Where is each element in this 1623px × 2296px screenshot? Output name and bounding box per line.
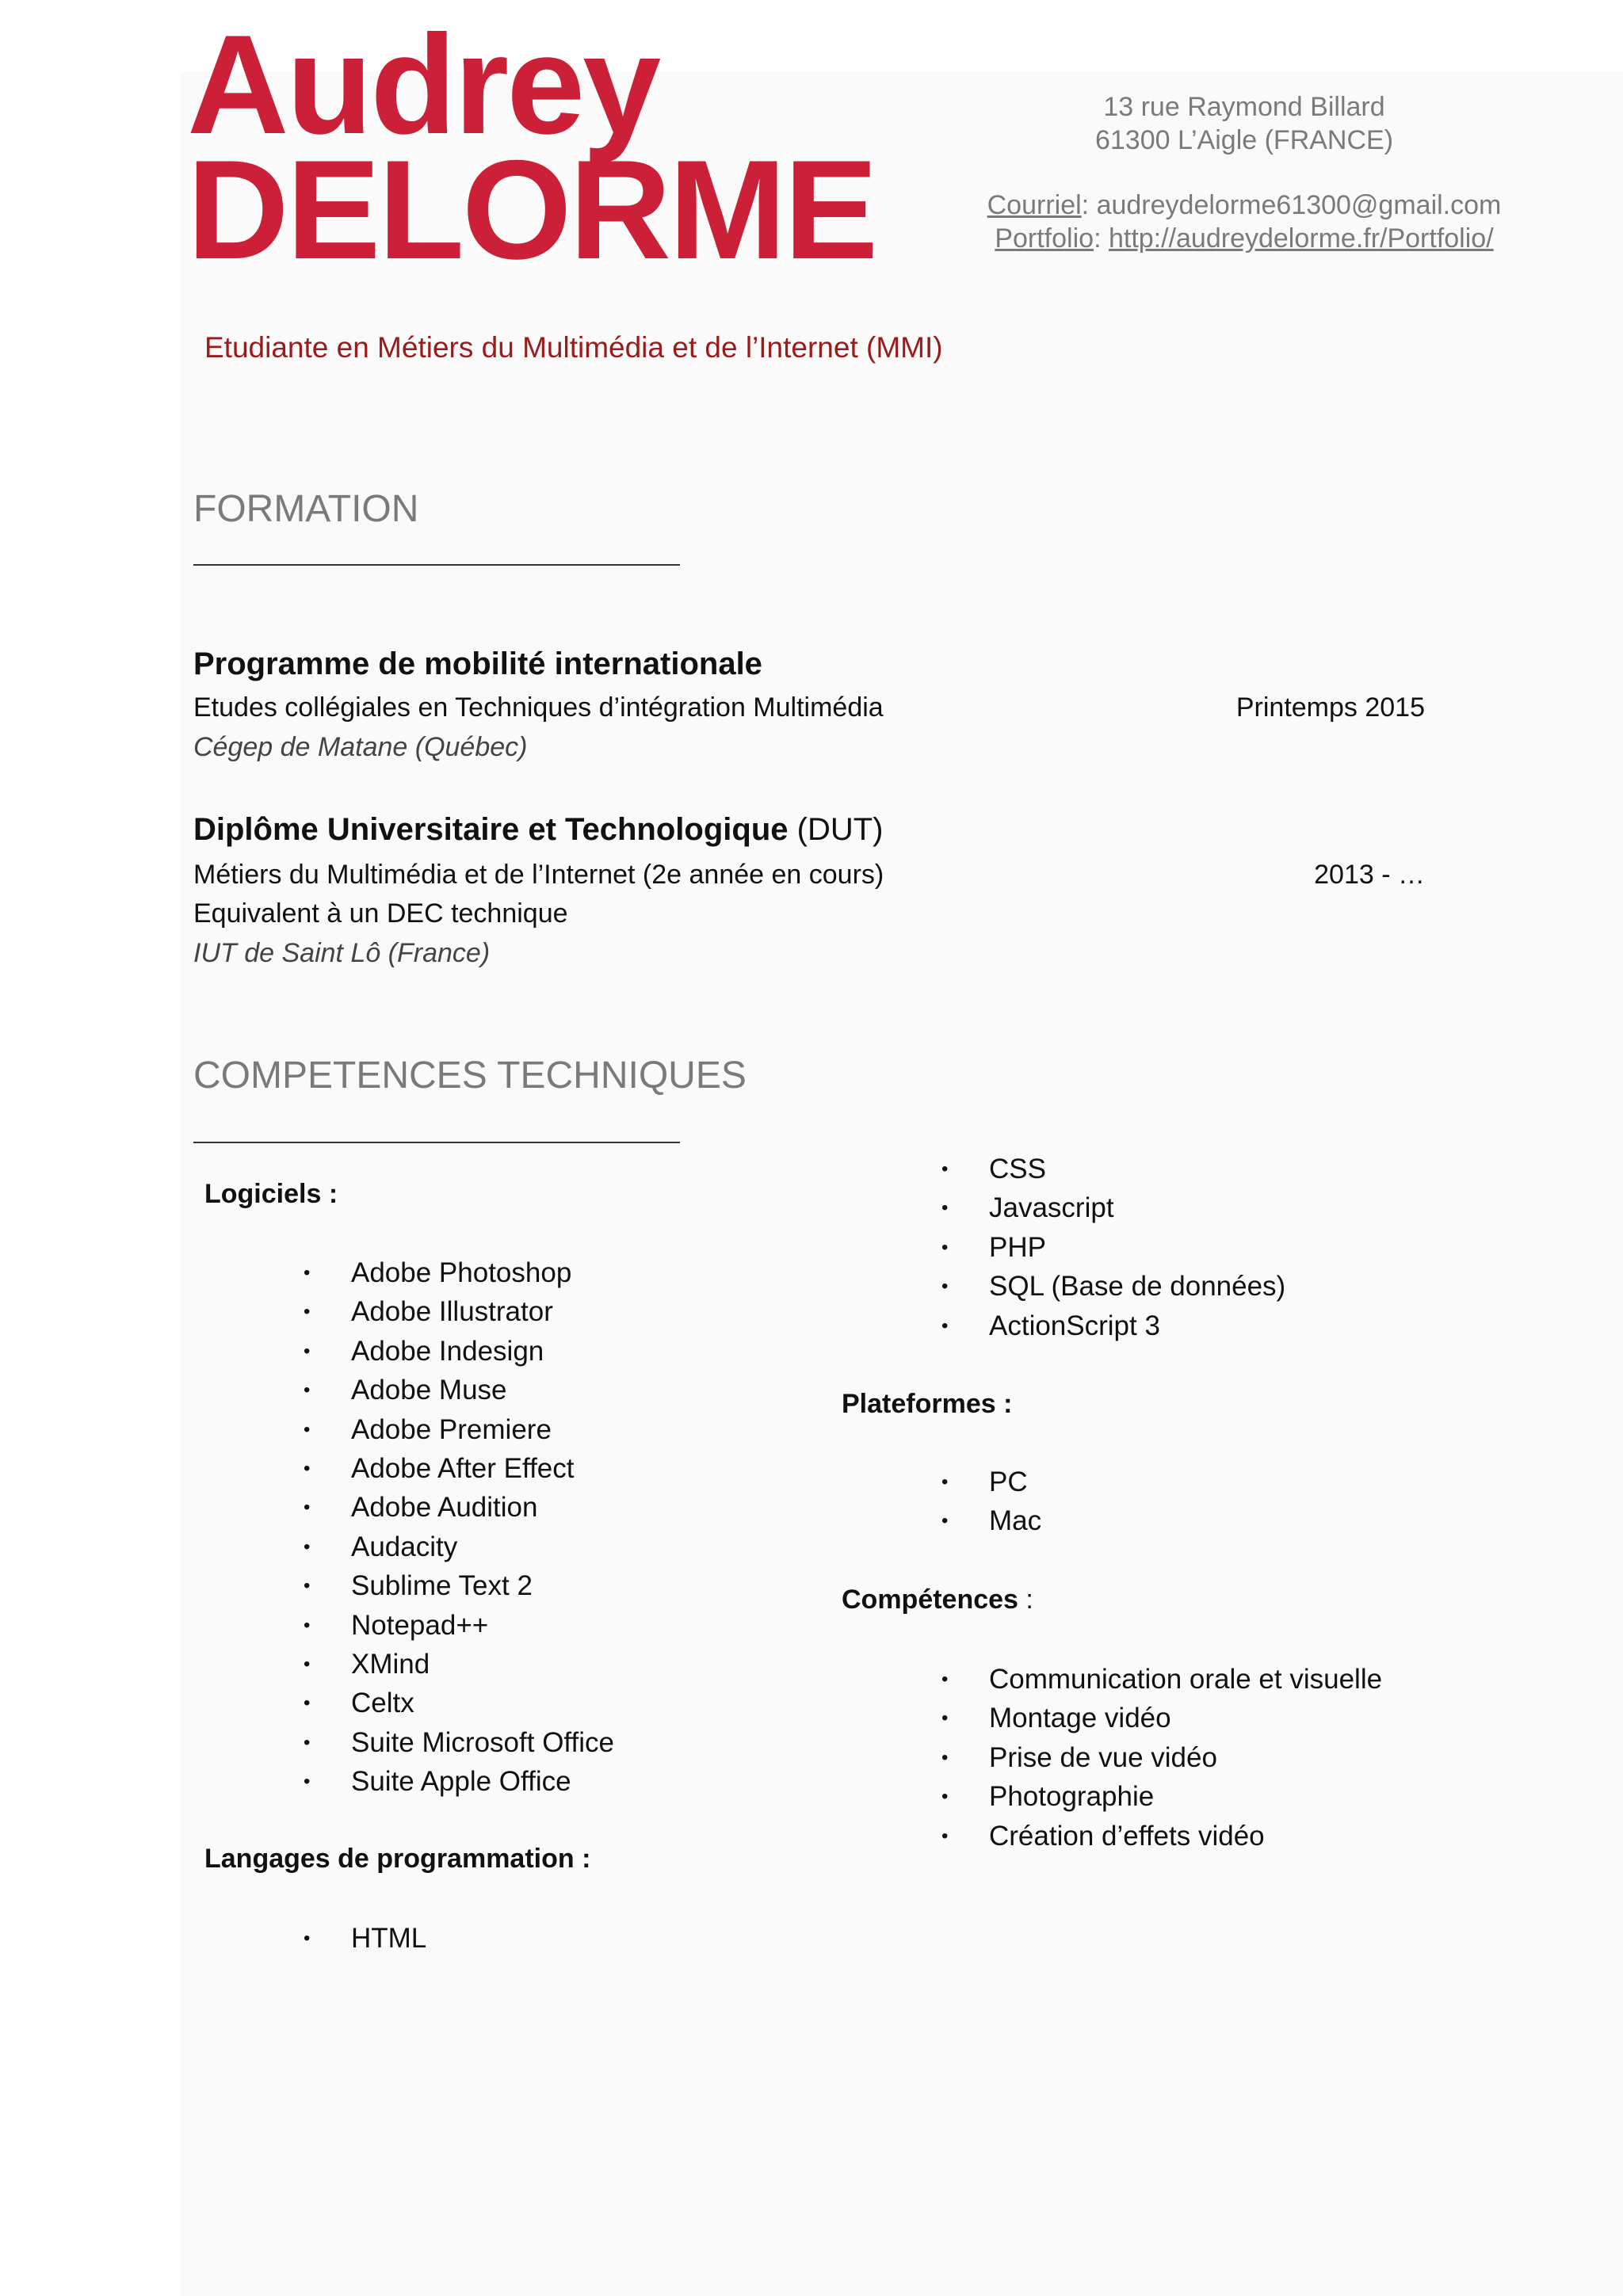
bullet-icon: •: [304, 1262, 311, 1283]
group-label-text: Compétences: [842, 1585, 1018, 1615]
bullet-icon: •: [941, 1158, 949, 1180]
list-item-label: Adobe Muse: [351, 1375, 507, 1406]
list-item: [304, 1723, 614, 1762]
list-item-label: SQL (Base de données): [989, 1271, 1286, 1302]
langages-list-part-2: [941, 1150, 1286, 1345]
list-item: [304, 1332, 614, 1371]
list-item-label: HTML: [351, 1923, 427, 1954]
list-item-label: Notepad++: [351, 1609, 489, 1641]
bullet-icon: •: [304, 1692, 311, 1714]
contact-spacer: [975, 157, 1514, 189]
bullet-icon: •: [304, 1301, 311, 1323]
list-item-label: Adobe After Effect: [351, 1452, 575, 1484]
list-item: [304, 1371, 614, 1409]
group-label-logiciels: Logiciels :: [204, 1179, 338, 1209]
list-item-label: Celtx: [351, 1688, 414, 1719]
group-label-suffix: :: [1018, 1585, 1033, 1615]
last-name: DELORME: [187, 131, 876, 288]
entry-title-suffix: (DUT): [788, 812, 884, 847]
list-item: [304, 1606, 614, 1645]
bullet-icon: •: [941, 1746, 949, 1768]
bullet-icon: •: [304, 1731, 311, 1753]
list-item-label: Suite Apple Office: [351, 1766, 571, 1798]
bullet-icon: •: [304, 1418, 311, 1440]
list-item: [304, 1566, 614, 1605]
section-title-competences: COMPETENCES TECHNIQUES: [193, 1055, 747, 1097]
list-item: [304, 1292, 614, 1331]
list-item-label: Adobe Audition: [351, 1492, 538, 1524]
bullet-icon: •: [304, 1614, 311, 1636]
group-label-plateformes: Plateformes :: [842, 1389, 1013, 1419]
contact-block: [975, 90, 1514, 255]
portfolio-row: Portfolio: http://audreydelorme.fr/Portfolio/: [995, 223, 1494, 254]
list-item-label: Création d’effets vidéo: [989, 1820, 1265, 1852]
bullet-icon: •: [304, 1575, 311, 1597]
list-item: [941, 1738, 1382, 1777]
list-item-label: Suite Microsoft Office: [351, 1726, 614, 1758]
plateformes-list: [941, 1463, 1042, 1541]
list-item: [304, 1919, 427, 1958]
subtitle: Etudiante en Métiers du Multimédia et de l’Internet (MMI): [204, 331, 943, 364]
first-name: Audrey: [187, 6, 659, 163]
bullet-icon: •: [304, 1928, 311, 1949]
list-item-label: Mac: [989, 1505, 1042, 1537]
list-item: [941, 1188, 1285, 1227]
list-item-label: Audacity: [351, 1531, 458, 1562]
list-item: [941, 1228, 1285, 1267]
list-item-label: Prise de vue vidéo: [989, 1741, 1217, 1773]
bullet-icon: •: [304, 1379, 311, 1402]
section-rule-competences: [193, 1142, 680, 1143]
list-item-label: Photographie: [989, 1781, 1155, 1813]
list-item: [941, 1660, 1383, 1699]
entry-line: Etudes collégiales en Techniques d’intégration Multimédia: [193, 692, 884, 723]
bullet-icon: •: [941, 1471, 949, 1493]
list-item-label: Adobe Photoshop: [351, 1257, 572, 1288]
list-item: [941, 1150, 1285, 1188]
entry-line: Métiers du Multimédia et de l’Internet (2e année en cours): [193, 860, 884, 890]
list-item-label: PC: [989, 1466, 1028, 1497]
bullet-icon: •: [941, 1669, 949, 1690]
list-item-label: CSS: [989, 1154, 1046, 1184]
list-item: [304, 1645, 614, 1684]
list-item: [941, 1267, 1286, 1306]
list-item-label: XMind: [351, 1648, 430, 1680]
list-item: [304, 1253, 614, 1292]
section-title-formation: FORMATION: [193, 488, 419, 530]
portfolio-label: Portfolio: [995, 223, 1094, 254]
list-item-label: Adobe Premiere: [351, 1413, 552, 1445]
bullet-icon: •: [304, 1457, 311, 1479]
bullet-icon: •: [941, 1276, 949, 1298]
list-item-label: Sublime Text 2: [351, 1570, 533, 1602]
bullet-icon: •: [941, 1786, 949, 1808]
entry-title: [193, 812, 883, 848]
langages-list-part-1: [304, 1919, 427, 1958]
list-item: [304, 1527, 614, 1566]
list-item: [941, 1306, 1285, 1345]
list-item-label: Montage vidéo: [989, 1703, 1171, 1734]
bullet-icon: •: [304, 1771, 311, 1793]
email-label: Courriel: [987, 190, 1082, 220]
logiciels-list: [304, 1253, 614, 1801]
bullet-icon: •: [304, 1340, 311, 1362]
entry-date: Printemps 2015: [1235, 692, 1425, 723]
list-item-label: PHP: [989, 1231, 1046, 1263]
address-line-1: 13 rue Raymond Billard: [1103, 92, 1385, 122]
list-item-label: Communication orale et visuelle: [989, 1664, 1383, 1695]
entry-line: Equivalent à un DEC technique: [193, 898, 568, 929]
list-item: [941, 1699, 1382, 1737]
portfolio-link[interactable]: http://audreydelorme.fr/Portfolio/: [1108, 223, 1494, 254]
list-item: [941, 1777, 1382, 1816]
bullet-icon: •: [941, 1314, 949, 1337]
address-line-2: 61300 L’Aigle (FRANCE): [1094, 125, 1394, 155]
entry-title-text: Programme de mobilité internationale: [193, 646, 762, 681]
bullet-icon: •: [304, 1535, 311, 1558]
group-label-competences: [842, 1585, 1033, 1615]
bullet-icon: •: [941, 1510, 949, 1532]
entry-date: 2013 - …: [1314, 860, 1425, 890]
list-item: [304, 1488, 614, 1527]
entry-school: IUT de Saint Lô (France): [193, 938, 491, 968]
bullet-icon: •: [941, 1707, 949, 1730]
list-item-label: ActionScript 3: [989, 1310, 1160, 1341]
group-label-langages: Langages de programmation :: [204, 1844, 591, 1874]
section-rule-formation: [193, 564, 680, 566]
entry-title-text: Diplôme Universitaire et Technologique: [193, 812, 789, 847]
bullet-icon: •: [304, 1497, 311, 1519]
list-item: [304, 1762, 614, 1801]
list-item: [941, 1463, 1041, 1501]
list-item: [304, 1449, 614, 1488]
page-background: [181, 71, 1623, 2296]
list-item: [304, 1684, 614, 1722]
competences-list: [941, 1660, 1383, 1855]
entry-title: [193, 646, 762, 682]
entry-school: Cégep de Matane (Québec): [193, 732, 528, 762]
list-item-label: Adobe Indesign: [351, 1335, 544, 1367]
list-item: [304, 1410, 614, 1449]
list-item: [941, 1501, 1042, 1540]
bullet-icon: •: [941, 1197, 949, 1219]
bullet-icon: •: [304, 1653, 311, 1675]
email-row: Courriel: audreydelorme61300@gmail.com: [987, 190, 1502, 220]
bullet-icon: •: [941, 1825, 949, 1847]
list-item-label: Adobe Illustrator: [351, 1296, 553, 1328]
list-item-label: Javascript: [989, 1192, 1114, 1224]
bullet-icon: •: [941, 1236, 949, 1258]
email-link[interactable]: audreydelorme61300@gmail.com: [1096, 190, 1502, 220]
list-item: [941, 1817, 1382, 1855]
